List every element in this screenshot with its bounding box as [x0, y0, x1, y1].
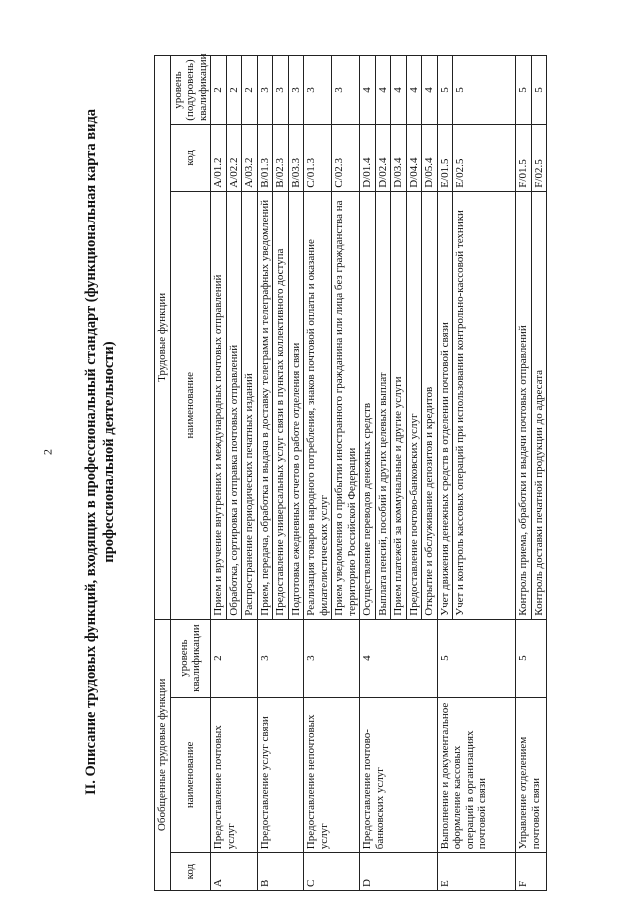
- heading-line-2: профессиональной деятельности): [101, 341, 117, 563]
- tf-level: 4: [360, 56, 376, 125]
- tf-name: Предоставление универсальных услуг связи в пунктах коллективного доступа: [273, 191, 289, 619]
- table: [154, 55, 547, 891]
- tf-level: 3: [288, 56, 304, 125]
- col-header-name: наименование: [170, 697, 211, 853]
- col-header-code: код: [170, 853, 211, 891]
- table-row: [304, 56, 332, 891]
- tf-code: D/01.4: [360, 125, 376, 192]
- table-row: [360, 56, 376, 891]
- tf-level: 5: [437, 56, 453, 125]
- gf-level: 3: [304, 619, 360, 697]
- gf-code: A: [211, 853, 258, 891]
- functional-map-table: [154, 55, 616, 891]
- tf-level: 4: [375, 56, 391, 125]
- col-header-tf-code: код: [170, 125, 211, 192]
- gf-level: 4: [360, 619, 438, 697]
- tf-code: A/02.2: [226, 125, 242, 192]
- tf-name: Выплата пенсий, пособий и других целевых выплат: [375, 191, 391, 619]
- tf-code: A/01.2: [211, 125, 227, 192]
- table-row: [257, 56, 273, 891]
- tf-code: D/03.4: [391, 125, 407, 192]
- tf-name: Обработка, сортировка и отправка почтовых отправлений: [226, 191, 242, 619]
- tf-name: Предоставление почтово-банковских услуг: [406, 191, 422, 619]
- tf-name: Прием платежей за коммунальные и другие услуги: [391, 191, 407, 619]
- tf-code: E/01.5: [437, 125, 453, 192]
- tf-name: Учет движения денежных средств в отделении почтовой связи: [437, 191, 453, 619]
- tf-level: 3: [273, 56, 289, 125]
- section-heading: [82, 22, 118, 882]
- tf-name: Осуществление переводов денежных средств: [360, 191, 376, 619]
- page-number: 2: [40, 449, 55, 455]
- tf-code: F/01.5: [516, 125, 532, 192]
- tf-code: B/02.3: [273, 125, 289, 192]
- tf-name: Прием уведомления о прибытии иностранного гражданина или лица без гражданства на территорию Российской Федерации: [332, 191, 360, 619]
- tf-level: 4: [406, 56, 422, 125]
- group-header-row: [155, 56, 171, 891]
- gf-name: Предоставление почтово-банковских услуг: [360, 697, 438, 853]
- column-header-row: [170, 56, 211, 891]
- gf-level: 5: [516, 619, 547, 697]
- gf-code: C: [304, 853, 360, 891]
- gf-name: Выполнение и документальное оформление кассовых операций в организациях почтовой связи: [437, 697, 516, 853]
- gf-code: F: [516, 853, 547, 891]
- gf-code: D: [360, 853, 438, 891]
- table-row: [437, 56, 453, 891]
- gf-level: 5: [437, 619, 516, 697]
- tf-name: Прием, передача, обработка и выдача в доставку телеграмм и телеграфных уведомлений: [257, 191, 273, 619]
- tf-code: B/03.3: [288, 125, 304, 192]
- tf-name: Прием и вручение внутренних и международных почтовых отправлений: [211, 191, 227, 619]
- tf-code: A/03.2: [242, 125, 258, 192]
- tf-level: 3: [304, 56, 332, 125]
- table-row: [516, 56, 532, 891]
- tf-name: Реализация товаров народного потребления, знаков почтовой оплаты и оказание филателистических услуг: [304, 191, 332, 619]
- tf-code: B/01.3: [257, 125, 273, 192]
- tf-name: Учет и контроль кассовых операций при использовании контрольно-кассовой техники: [453, 191, 516, 619]
- tf-level: 2: [242, 56, 258, 125]
- col-header-tf-level: уровень (подуровень) квалификации: [170, 56, 211, 125]
- tf-code: D/05.4: [422, 125, 438, 192]
- tf-name: Контроль доставки печатной продукции до адресата: [531, 191, 547, 619]
- gf-name: Предоставление непочтовых услуг: [304, 697, 360, 853]
- col-header-level: уровень квалификации: [170, 619, 211, 697]
- tf-level: 4: [422, 56, 438, 125]
- gf-code: E: [437, 853, 516, 891]
- tf-level: 2: [211, 56, 227, 125]
- tf-name: Подготовка ежедневных отчетов о работе отделения связи: [288, 191, 304, 619]
- group-header-labor: Трудовые функции: [155, 56, 171, 620]
- tf-level: 5: [453, 56, 516, 125]
- tf-code: D/02.4: [375, 125, 391, 192]
- tf-name: Распространение периодических печатных изданий: [242, 191, 258, 619]
- gf-level: 3: [257, 619, 304, 697]
- tf-code: D/04.4: [406, 125, 422, 192]
- tf-level: 2: [226, 56, 242, 125]
- tf-code: E/02.5: [453, 125, 516, 192]
- heading-line-1: II. Описание трудовых функций, входящих в профессиональный стандарт (функциональная карта вида: [83, 108, 99, 796]
- col-header-tf-name: наименование: [170, 191, 211, 619]
- gf-level: 2: [211, 619, 258, 697]
- group-header-generalized: Обобщенные трудовые функции: [155, 619, 171, 890]
- table-row: [211, 56, 227, 891]
- tf-level: 3: [257, 56, 273, 125]
- tf-code: C/01.3: [304, 125, 332, 192]
- tf-level: 3: [332, 56, 360, 125]
- gf-name: Предоставление услуг связи: [257, 697, 304, 853]
- tf-level: 4: [391, 56, 407, 125]
- tf-level: 5: [516, 56, 532, 125]
- tf-code: C/02.3: [332, 125, 360, 192]
- gf-name: Управление отделением почтовой связи: [516, 697, 547, 853]
- tf-name: Контроль приема, обработки и выдачи почтовых отправлений: [516, 191, 532, 619]
- gf-code: B: [257, 853, 304, 891]
- tf-name: Открытие и обслуживание депозитов и кредитов: [422, 191, 438, 619]
- tf-level: 5: [531, 56, 547, 125]
- gf-name: Предоставление почтовых услуг: [211, 697, 258, 853]
- tf-code: F/02.5: [531, 125, 547, 192]
